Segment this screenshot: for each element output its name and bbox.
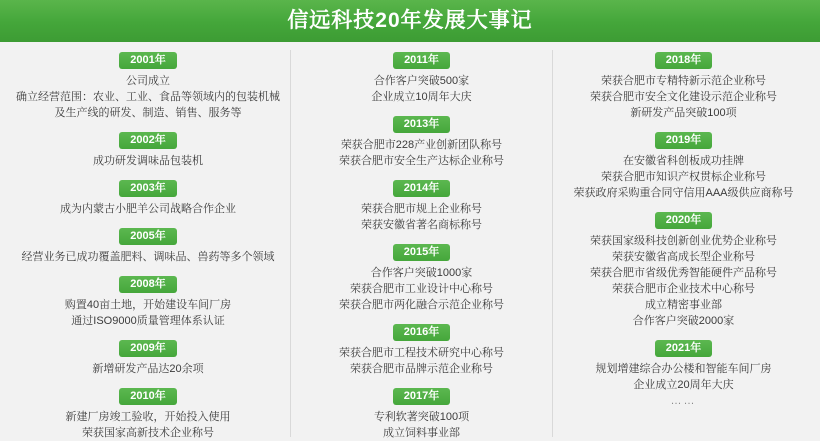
year-badge: 2003年 — [119, 180, 176, 197]
timeline-column-3 — [552, 50, 814, 437]
entry-line: 荣获国家高新技术企业称号 — [82, 427, 214, 439]
entry-line: 荣获合肥市安全生产达标企业称号 — [339, 155, 504, 167]
timeline-entry — [16, 50, 280, 121]
entry-text — [16, 249, 280, 265]
year-badge: 2005年 — [119, 228, 176, 245]
entry-line: 规划增建综合办公楼和智能车间厂房 — [595, 363, 772, 375]
timeline-body — [0, 42, 820, 441]
year-badge: 2020年 — [655, 212, 712, 229]
year-badge: 2017年 — [393, 388, 450, 405]
entry-line: 新研发产品突破100项 — [630, 107, 737, 119]
entry-line: 荣获合肥市工程技术研究中心称号 — [339, 347, 504, 359]
entry-text — [301, 345, 542, 377]
timeline-entry — [301, 242, 542, 313]
entry-line: 荣获合肥市品牌示范企业称号 — [350, 363, 493, 375]
entry-line: 成功研发调味品包装机 — [93, 155, 203, 167]
timeline-entry — [301, 386, 542, 441]
entry-line: 确立经营范围：农业、工业、食品等领域内的包装机械 — [16, 91, 280, 103]
year-badge: 2008年 — [119, 276, 176, 293]
entry-line: 成为内蒙古小肥羊公司战略合作企业 — [60, 203, 236, 215]
year-badge: 2016年 — [393, 324, 450, 341]
entry-text — [301, 137, 542, 169]
timeline-entry — [16, 274, 280, 329]
entry-text — [16, 153, 280, 169]
entry-line: 荣获合肥市两化融合示范企业称号 — [339, 299, 504, 311]
entry-line: 荣获国家级科技创新创业优势企业称号 — [590, 235, 777, 247]
entry-line: 荣获合肥市安全文化建设示范企业称号 — [590, 91, 777, 103]
entry-line: 公司成立 — [126, 75, 170, 87]
entry-text — [16, 297, 280, 329]
timeline-entry — [301, 178, 542, 233]
page-header — [0, 0, 820, 42]
entry-line: 合作客户突破1000家 — [370, 267, 473, 279]
year-badge: 2001年 — [119, 52, 176, 69]
year-badge: 2021年 — [655, 340, 712, 357]
entry-line: 合作客户突破2000家 — [632, 315, 735, 327]
entry-line: 合作客户突破500家 — [373, 75, 470, 87]
timeline-entry — [16, 338, 280, 377]
entry-text — [563, 233, 804, 329]
entry-line: 企业成立20周年大庆 — [633, 379, 734, 391]
entry-trailing-dots: …… — [670, 395, 697, 407]
entry-line: 在安徽省科创板成功挂牌 — [623, 155, 744, 167]
entry-line: 通过ISO9000质量管理体系认证 — [71, 315, 225, 327]
timeline-column-2 — [290, 50, 552, 437]
entry-text — [301, 201, 542, 233]
page-title: 信远科技20年发展大事记 — [287, 9, 533, 32]
year-badge: 2011年 — [393, 52, 450, 69]
year-badge: 2019年 — [655, 132, 712, 149]
year-badge: 2018年 — [655, 52, 712, 69]
entry-line: 新建厂房竣工验收，开始投入使用 — [65, 411, 231, 423]
entry-text — [301, 73, 542, 105]
entry-text — [301, 409, 542, 441]
entry-line: 成立精密事业部 — [645, 299, 722, 311]
entry-line: 荣获安徽省高成长型企业称号 — [612, 251, 755, 263]
year-badge: 2010年 — [119, 388, 176, 405]
entry-line: 荣获合肥市知识产权贯标企业称号 — [601, 171, 766, 183]
entry-line: 荣获合肥市228产业创新团队称号 — [340, 139, 503, 151]
entry-line: 经营业务已成功覆盖肥料、调味品、兽药等多个领域 — [21, 251, 275, 263]
timeline-entry — [16, 386, 280, 441]
entry-line: 荣获合肥市规上企业称号 — [361, 203, 482, 215]
entry-line: 荣获合肥市企业技术中心称号 — [612, 283, 755, 295]
entry-line: 新增研发产品达20余项 — [92, 363, 204, 375]
entry-text — [563, 153, 804, 201]
entry-line: 企业成立10周年大庆 — [371, 91, 472, 103]
timeline-entry — [16, 226, 280, 265]
timeline-entry — [16, 130, 280, 169]
timeline-entry — [563, 50, 804, 121]
entry-text — [16, 73, 280, 121]
timeline-entry — [301, 50, 542, 105]
entry-line: 成立饲料事业部 — [383, 427, 460, 439]
timeline-entry — [563, 338, 804, 407]
entry-line: 及生产线的研发、制造、销售、服务等 — [54, 107, 242, 119]
timeline-entry — [301, 114, 542, 169]
entry-line: 购置40亩土地，开始建设车间厂房 — [64, 299, 232, 311]
entry-line: 荣获合肥市工业设计中心称号 — [350, 283, 493, 295]
entry-text — [16, 201, 280, 217]
entry-text — [16, 361, 280, 377]
timeline-entry — [563, 130, 804, 201]
entry-line: 荣获合肥市专精特新示范企业称号 — [601, 75, 766, 87]
year-badge: 2013年 — [393, 116, 450, 133]
entry-line: 荣获政府采购重合同守信用AAA级供应商称号 — [573, 187, 794, 199]
timeline-entry — [301, 322, 542, 377]
year-badge: 2002年 — [119, 132, 176, 149]
timeline-column-1 — [6, 50, 290, 437]
entry-line: 荣获合肥市省级优秀智能硬件产品称号 — [590, 267, 777, 279]
entry-text — [301, 265, 542, 313]
entry-line: 荣获安徽省著名商标称号 — [361, 219, 482, 231]
entry-text — [563, 361, 804, 393]
entry-text — [563, 73, 804, 121]
year-badge: 2014年 — [393, 180, 450, 197]
year-badge: 2015年 — [393, 244, 450, 261]
timeline-entry — [16, 178, 280, 217]
entry-line: 专利软著突破100项 — [373, 411, 470, 423]
entry-text — [16, 409, 280, 441]
year-badge: 2009年 — [119, 340, 176, 357]
timeline-entry — [563, 210, 804, 329]
